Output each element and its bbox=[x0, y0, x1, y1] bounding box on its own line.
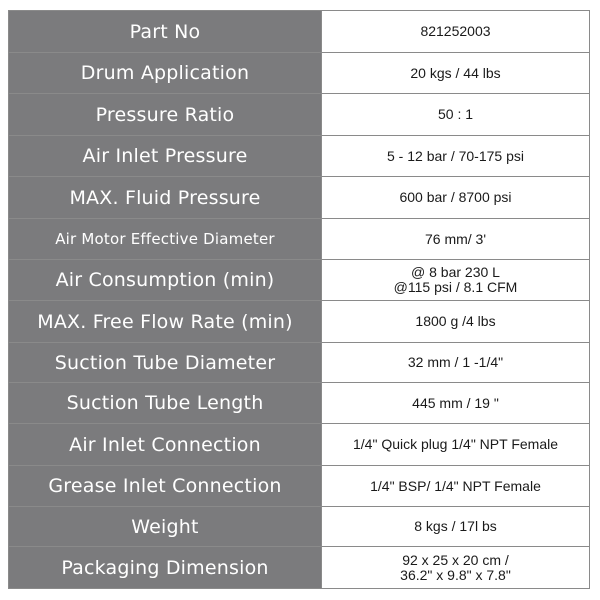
spec-value: 50 : 1 bbox=[322, 94, 590, 136]
spec-value bbox=[322, 547, 590, 589]
spec-label: Packaging Dimension bbox=[9, 547, 322, 589]
spec-row-max-free-flow-rate bbox=[9, 301, 590, 343]
spec-row-suction-tube-diameter bbox=[9, 343, 590, 383]
spec-value: 1/4" BSP/ 1/4" NPT Female bbox=[322, 466, 590, 507]
spec-value: 445 mm / 19 " bbox=[322, 383, 590, 424]
spec-row-max-fluid-pressure bbox=[9, 177, 590, 219]
spec-row-suction-tube-length bbox=[9, 383, 590, 424]
spec-value: 20 kgs / 44 lbs bbox=[322, 53, 590, 94]
spec-row-grease-inlet-connection bbox=[9, 466, 590, 507]
spec-value: 32 mm / 1 -1/4" bbox=[322, 343, 590, 383]
spec-row-drum-application bbox=[9, 53, 590, 94]
spec-table bbox=[8, 10, 590, 589]
spec-row-air-inlet-pressure bbox=[9, 136, 590, 177]
spec-row-part-no bbox=[9, 11, 590, 53]
spec-value: 5 - 12 bar / 70-175 psi bbox=[322, 136, 590, 177]
spec-label: Air Inlet Connection bbox=[9, 424, 322, 466]
spec-label: Grease Inlet Connection bbox=[9, 466, 322, 507]
spec-label: MAX. Fluid Pressure bbox=[9, 177, 322, 219]
spec-label: Air Inlet Pressure bbox=[9, 136, 322, 177]
spec-row-weight bbox=[9, 507, 590, 547]
spec-label: Air Consumption (min) bbox=[9, 260, 322, 301]
spec-label: MAX. Free Flow Rate (min) bbox=[9, 301, 322, 343]
spec-label: Suction Tube Length bbox=[9, 383, 322, 424]
spec-label: Suction Tube Diameter bbox=[9, 343, 322, 383]
spec-label: Drum Application bbox=[9, 53, 322, 94]
spec-value-line: @115 psi / 8.1 CFM bbox=[393, 279, 518, 295]
spec-value-line: 36.2" x 9.8" x 7.8" bbox=[400, 566, 511, 583]
spec-value-line: @ 8 bar 230 L bbox=[411, 264, 500, 280]
spec-value: 8 kgs / 17l bs bbox=[322, 507, 590, 547]
spec-value: 76 mm/ 3' bbox=[322, 219, 590, 260]
spec-value: 821252003 bbox=[322, 11, 590, 53]
spec-row-air-motor-diameter bbox=[9, 219, 590, 260]
spec-value: 600 bar / 8700 psi bbox=[322, 177, 590, 219]
spec-value: 1800 g /4 lbs bbox=[322, 301, 590, 343]
spec-row-air-consumption bbox=[9, 260, 590, 301]
spec-value: 1/4" Quick plug 1/4" NPT Female bbox=[322, 424, 590, 466]
spec-label: Part No bbox=[9, 11, 322, 53]
spec-row-pressure-ratio bbox=[9, 94, 590, 136]
spec-row-packaging-dimension bbox=[9, 547, 590, 589]
spec-label: Air Motor Effective Diameter bbox=[9, 219, 322, 260]
spec-value-line: 92 x 25 x 20 cm / bbox=[402, 551, 509, 568]
spec-label: Weight bbox=[9, 507, 322, 547]
spec-row-air-inlet-connection bbox=[9, 424, 590, 466]
spec-label: Pressure Ratio bbox=[9, 94, 322, 136]
spec-value bbox=[322, 260, 590, 301]
